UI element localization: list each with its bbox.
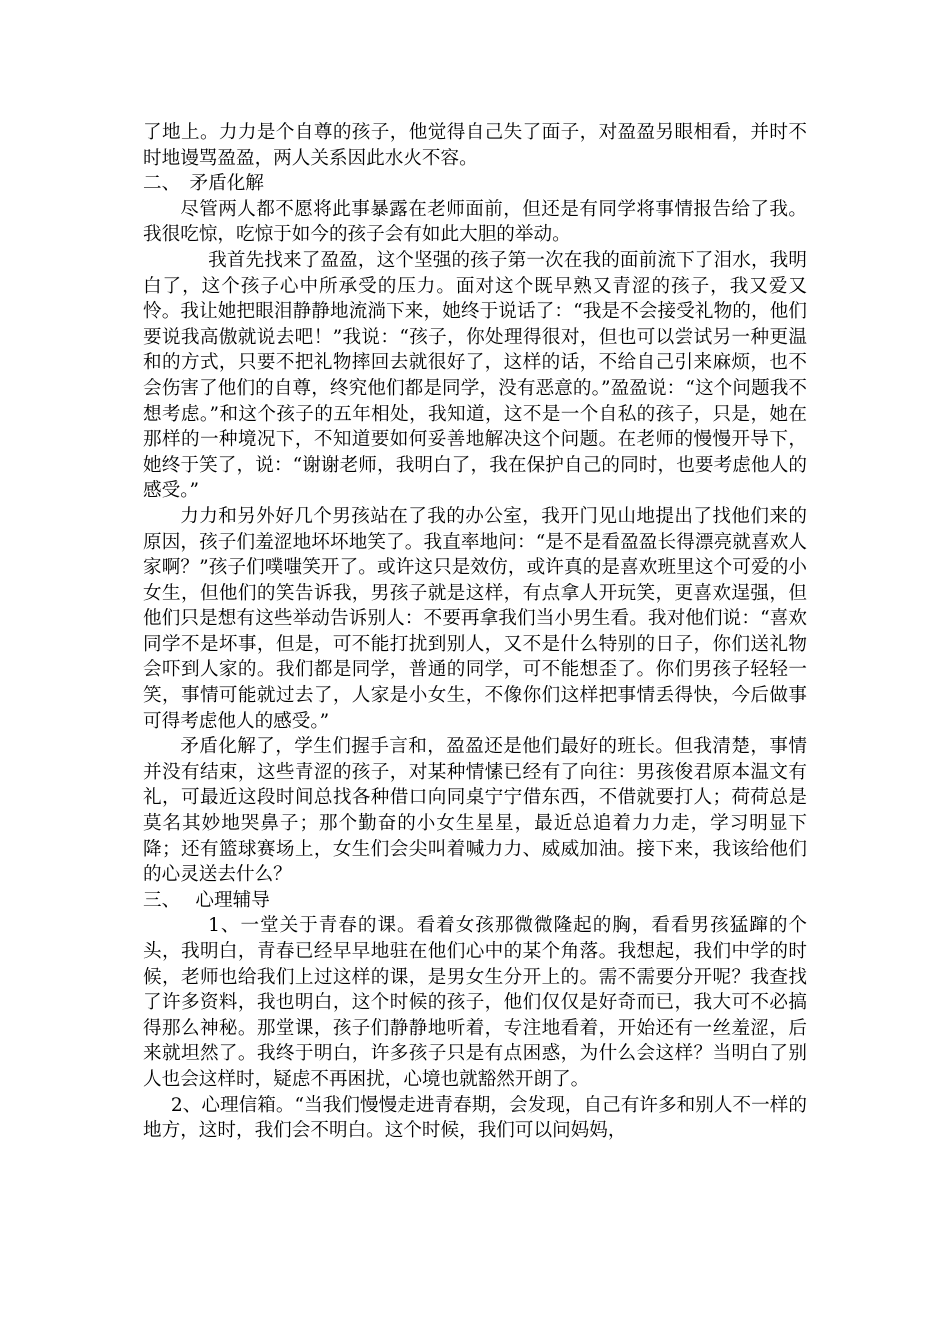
section-heading-3 (143, 888, 807, 914)
section-number: 二、 (143, 173, 181, 195)
section-title: 心理辅导 (195, 889, 270, 911)
paragraph: 1、一堂关于青春的课。看着女孩那微微隆起的胸，看看男孩猛蹿的个头，我明白，青春已经早早地驻在他们心中的某个角落。我想起，我们中学的时候，老师也给我们上过这样的课，是男女生分开上的。需不需要分开呢？我查找了许多资料，我也明白，这个时候的孩子，他们仅仅是好奇而已，我大可不必搞得那么神秘。那堂课，孩子们静静地听着，专注地看着，开始还有一丝羞涩，后来就坦然了。我终于明白，许多孩子只是有点困惑，为什么会这样？当明白了别人也会这样时，疑虑不再困扰，心境也就豁然开朗了。 (143, 915, 807, 1090)
paragraph-continuation: 了地上。力力是个自尊的孩子，他觉得自己失了面子，对盈盈另眼相看，并时不时地谩骂盈盈，两人关系因此水火不容。 (143, 122, 807, 169)
document-page (143, 120, 807, 1144)
paragraph: 矛盾化解了，学生们握手言和，盈盈还是他们最好的班长。但我清楚，事情并没有结束，这些青涩的孩子，对某种情愫已经有了向往：男孩俊君原本温文有礼，可最近这段时间总找各种借口向同桌宁宁借东西，不借就要打人；荷荷总是莫名其妙地哭鼻子；那个勤奋的小女生星星，最近总追着力力走，学习明显下降；还有篮球赛场上，女生们会尖叫着喊力力、威威加油。接下来，我该给他们的心灵送去什么？ (143, 736, 807, 886)
section-title: 矛盾化解 (189, 173, 264, 195)
paragraph: 我首先找来了盈盈，这个坚强的孩子第一次在我的面前流下了泪水，我明白了，这个孩子心中所承受的压力。面对这个既早熟又青涩的孩子，我又爱又怜。我让她把眼泪静静地流淌下来，她终于说话了：“我是不会接受礼物的，他们要说我高傲就说去吧！”我说：“孩子，你处理得很对，但也可以尝试另一种更温和的方式，只要不把礼物摔回去就很好了，这样的话，不给自己引来麻烦，也不会伤害了他们的自尊，终究他们都是同学，没有恶意的。”盈盈说：“这个问题我不想考虑。”和这个孩子的五年相处，我知道，这不是一个自私的孩子，只是，她在那样的一种境况下，不知道要如何妥善地解决这个问题。在老师的慢慢开导下，她终于笑了，说：“谢谢老师，我明白了，我在保护自己的同时，也要考虑他人的感受。” (143, 249, 807, 502)
paragraph: 2、心理信箱。“当我们慢慢走进青春期，会发现，自己有许多和别人不一样的地方，这时，我们会不明白。这个时候，我们可以问妈妈， (143, 1094, 807, 1142)
section-heading-2 (143, 171, 807, 197)
paragraph: 力力和另外好几个男孩站在了我的办公室，我开门见山地提出了找他们来的原因，孩子们羞涩地坏坏地笑了。我直率地问：“是不是看盈盈长得漂亮就喜欢人家啊？”孩子们噗嗤笑开了。或许这只是效仿，或许真的是喜欢班里这个可爱的小女生，但他们的笑告诉我，男孩子就是这样，有点拿人开玩笑，更喜欢逞强，但他们只是想有这些举动告诉别人：不要再拿我们当小男生看。我对他们说：“喜欢同学不是坏事，但是，可不能打扰到别人，又不是什么特别的日子，你们送礼物会吓到人家的。我们都是同学，普通的同学，可不能想歪了。你们男孩子轻轻一笑，事情可能就过去了，人家是小女生，不像你们这样把事情丢得快，今后做事可得考虑他人的感受。” (143, 505, 807, 732)
paragraph: 尽管两人都不愿将此事暴露在老师面前，但还是有同学将事情报告给了我。我很吃惊，吃惊于如今的孩子会有如此大胆的举动。 (143, 198, 807, 246)
section-number: 三、 (143, 889, 181, 911)
